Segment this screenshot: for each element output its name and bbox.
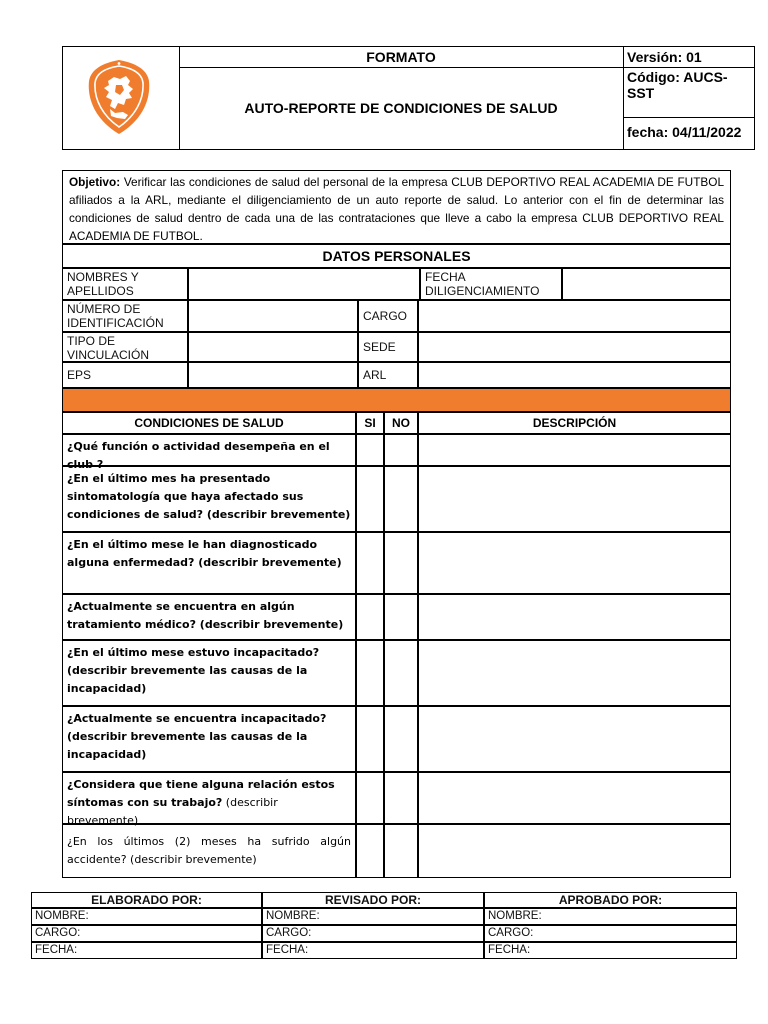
- revisado-nombre[interactable]: NOMBRE:: [262, 908, 484, 925]
- aprobado-fecha[interactable]: FECHA:: [484, 942, 737, 959]
- no-checkbox-cell[interactable]: [384, 594, 418, 640]
- no-checkbox-cell[interactable]: [384, 434, 418, 466]
- question-text: ¿Actualmente se encuentra incapacitado? (describir brevemente las causas de la incapacidad): [67, 712, 327, 761]
- fecha-diligenciamiento-field[interactable]: [562, 268, 731, 300]
- si-checkbox-cell[interactable]: [356, 640, 384, 706]
- sede-field[interactable]: [418, 332, 731, 362]
- si-checkbox-cell[interactable]: [356, 434, 384, 466]
- question-cell: [62, 532, 356, 594]
- question-cell: [62, 706, 356, 772]
- revisado-fecha[interactable]: FECHA:: [262, 942, 484, 959]
- question-note: ¿En los últimos (2) meses ha sufrido algún accidente? (describir brevemente): [67, 835, 351, 866]
- si-checkbox-cell[interactable]: [356, 532, 384, 594]
- descripcion-field[interactable]: [418, 706, 731, 772]
- elaborado-header: ELABORADO POR:: [31, 892, 262, 908]
- descripcion-field[interactable]: [418, 640, 731, 706]
- header-meta: [623, 47, 754, 149]
- aprobado-header: APROBADO POR:: [484, 892, 737, 908]
- question-text: ¿Considera que tiene alguna relación estos síntomas con su trabajo?: [67, 778, 335, 809]
- objective-text: Verificar las condiciones de salud del personal de la empresa CLUB DEPORTIVO REAL ACADEMIA DE FUTBOL afiliados a la ARL, mediante el diligenciamiento de un auto reporte de salud. Lo anterior con el fin de determinar las condiciones de salud dentro de cada una de las contrataciones que lleve a cabo la empresa CLUB DEPORTIVO REAL ACADEMIA DE FUTBOL.: [69, 175, 725, 243]
- question-text: ¿Qué función o actividad desempeña en el club ?: [67, 440, 330, 471]
- arl-label: ARL: [358, 362, 418, 388]
- elaborado-nombre[interactable]: NOMBRE:: [31, 908, 262, 925]
- revisado-cargo[interactable]: CARGO:: [262, 925, 484, 942]
- datos-personales-title: DATOS PERSONALES: [62, 244, 731, 268]
- sede-label: SEDE: [358, 332, 418, 362]
- si-checkbox-cell[interactable]: [356, 706, 384, 772]
- no-checkbox-cell[interactable]: [384, 772, 418, 824]
- descripcion-field[interactable]: [418, 824, 731, 878]
- formato-label: FORMATO: [179, 47, 623, 68]
- question-text: ¿En el último mese estuvo incapacitado? (describir brevemente las causas de la incapacidad): [67, 646, 320, 695]
- numero-identificacion-label: NÚMERO DE IDENTIFICACIÓN: [62, 300, 188, 332]
- no-checkbox-cell[interactable]: [384, 532, 418, 594]
- revisado-header: REVISADO POR:: [262, 892, 484, 908]
- numero-identificacion-field[interactable]: [188, 300, 358, 332]
- fecha-diligenciamiento-label: FECHA DILIGENCIAMIENTO: [420, 268, 562, 300]
- si-checkbox-cell[interactable]: [356, 466, 384, 532]
- col-descripcion-header: DESCRIPCIÓN: [418, 412, 731, 434]
- section-divider-bar: [62, 388, 731, 412]
- no-checkbox-cell[interactable]: [384, 640, 418, 706]
- elaborado-cargo[interactable]: CARGO:: [31, 925, 262, 942]
- si-checkbox-cell[interactable]: [356, 594, 384, 640]
- document-title: AUTO-REPORTE DE CONDICIONES DE SALUD: [244, 100, 558, 116]
- col-no-header: NO: [384, 412, 418, 434]
- question-cell: [62, 466, 356, 532]
- nombres-label: NOMBRES Y APELLIDOS: [62, 268, 188, 300]
- col-si-header: SI: [356, 412, 384, 434]
- question-text: ¿Actualmente se encuentra en algún tratamiento médico? (describir brevemente): [67, 600, 344, 631]
- document-header: [62, 46, 755, 150]
- version-label: Versión: 01: [623, 47, 754, 68]
- tipo-vinculacion-field[interactable]: [188, 332, 358, 362]
- no-checkbox-cell[interactable]: [384, 706, 418, 772]
- si-checkbox-cell[interactable]: [356, 824, 384, 878]
- logo-cell: [63, 47, 180, 149]
- cargo-field[interactable]: [418, 300, 731, 332]
- tipo-vinculacion-label: TIPO DE VINCULACIÓN: [62, 332, 188, 362]
- descripcion-field[interactable]: [418, 594, 731, 640]
- objective-box: [62, 170, 731, 244]
- header-title-block: [179, 47, 624, 149]
- descripcion-field[interactable]: [418, 466, 731, 532]
- aprobado-nombre[interactable]: NOMBRE:: [484, 908, 737, 925]
- col-condiciones-header: CONDICIONES DE SALUD: [62, 412, 356, 434]
- question-cell: [62, 434, 356, 471]
- objective-label: Objetivo:: [69, 175, 121, 189]
- codigo-label: Código: AUCS-SST: [623, 68, 754, 118]
- eps-label: EPS: [62, 362, 188, 388]
- question-cell: [62, 772, 356, 827]
- question-cell: [62, 640, 356, 706]
- question-cell: [62, 594, 356, 640]
- elaborado-fecha[interactable]: FECHA:: [31, 942, 262, 959]
- eps-field[interactable]: [188, 362, 358, 388]
- si-checkbox-cell[interactable]: [356, 772, 384, 824]
- question-note: (describir brevemente): [67, 796, 278, 827]
- nombres-field[interactable]: [188, 268, 420, 300]
- no-checkbox-cell[interactable]: [384, 466, 418, 532]
- question-cell: [62, 824, 356, 878]
- no-checkbox-cell[interactable]: [384, 824, 418, 878]
- fecha-label: fecha: 04/11/2022: [627, 124, 742, 140]
- question-text: ¿En el último mes ha presentado sintomatología que haya afectado sus condiciones de salud? (describir brevemente): [67, 472, 351, 521]
- descripcion-field[interactable]: [418, 434, 731, 466]
- aprobado-cargo[interactable]: CARGO:: [484, 925, 737, 942]
- question-text: ¿En el último mese le han diagnosticado alguna enfermedad? (describir brevemente): [67, 538, 342, 569]
- descripcion-field[interactable]: [418, 772, 731, 824]
- descripcion-field[interactable]: [418, 532, 731, 594]
- arl-field[interactable]: [418, 362, 731, 388]
- cargo-label: CARGO: [358, 300, 418, 332]
- lion-crest-logo-icon: [79, 57, 159, 137]
